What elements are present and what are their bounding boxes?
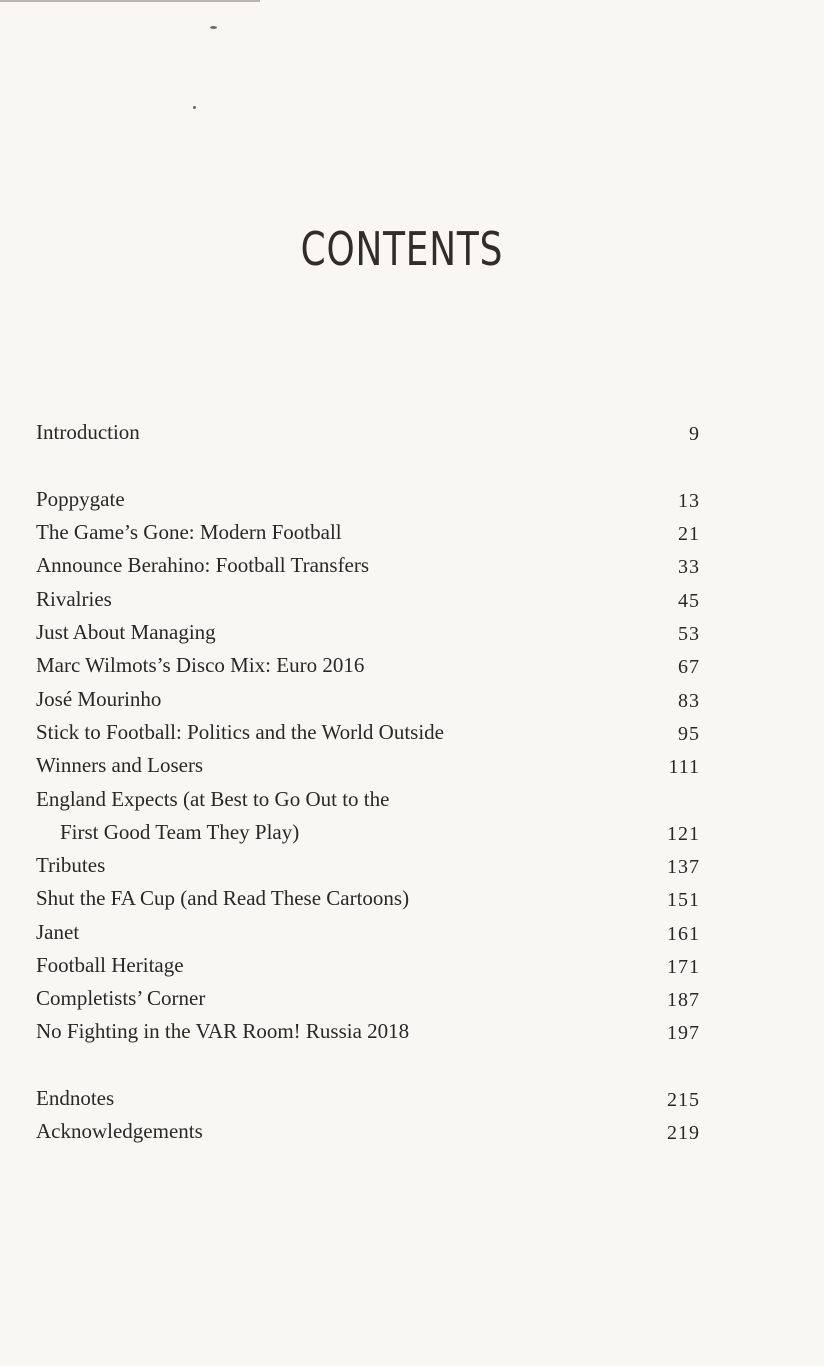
toc-entry-page: 215 xyxy=(667,1089,700,1111)
toc-entry-title: Winners and Losers xyxy=(36,753,204,777)
toc-entry-page: 121 xyxy=(667,823,700,845)
toc-entry-title: Tributes xyxy=(36,853,106,877)
toc-entry-page: 83 xyxy=(678,690,700,712)
toc-entry-page: 95 xyxy=(678,723,700,745)
toc-entry-page: 53 xyxy=(678,623,700,645)
page-top-edge xyxy=(0,0,260,2)
toc-entry-title: Completists’ Corner xyxy=(36,986,206,1010)
toc-entry-title: Janet xyxy=(36,920,80,944)
toc-entry-page: 219 xyxy=(667,1122,700,1144)
toc-entry-page: 67 xyxy=(678,656,700,678)
toc-entry-title: The Game’s Gone: Modern Football xyxy=(36,520,342,544)
toc-entry-title: Rivalries xyxy=(36,587,112,611)
toc-entry-page: 151 xyxy=(667,889,700,911)
toc-entry-title: England Expects (at Best to Go Out to the xyxy=(36,787,390,811)
toc-entry-page: 33 xyxy=(678,556,700,578)
toc-entry-page: 197 xyxy=(667,1022,700,1044)
toc-entry-title: Acknowledgements xyxy=(36,1119,203,1143)
toc-entry-title: No Fighting in the VAR Room! Russia 2018 xyxy=(36,1019,410,1043)
toc-entry-title: José Mourinho xyxy=(36,687,162,711)
toc-entry-title: Marc Wilmots’s Disco Mix: Euro 2016 xyxy=(36,653,365,677)
toc-entry-page: 111 xyxy=(668,756,700,778)
toc-entry-title: Announce Berahino: Football Transfers xyxy=(36,553,370,577)
toc-entry-page: 171 xyxy=(667,956,700,978)
toc-entry-page: 161 xyxy=(667,923,700,945)
toc-entry-title: Poppygate xyxy=(36,487,125,511)
toc-entry-page: 187 xyxy=(667,989,700,1011)
toc-entry-title: Just About Managing xyxy=(36,620,216,644)
toc-entry-title: Introduction xyxy=(36,420,140,444)
scan-speck xyxy=(210,26,217,29)
toc-entry-page: 21 xyxy=(678,523,700,545)
toc-entry-page: 137 xyxy=(667,856,700,878)
toc-entry-page: 13 xyxy=(678,490,700,512)
toc-entry-title: Stick to Football: Politics and the World Outside xyxy=(36,720,444,744)
toc-entry-title: Football Heritage xyxy=(36,953,184,977)
toc-entry-title: Shut the FA Cup (and Read These Cartoons) xyxy=(36,886,410,910)
toc-entry-title: Endnotes xyxy=(36,1086,115,1110)
toc-entry-page: 9 xyxy=(689,423,700,445)
scan-speck xyxy=(193,106,196,109)
toc-entry-title-continuation: First Good Team They Play) xyxy=(60,820,300,844)
page-title: CONTENTS xyxy=(300,222,504,276)
toc-entry-page: 45 xyxy=(678,590,700,612)
